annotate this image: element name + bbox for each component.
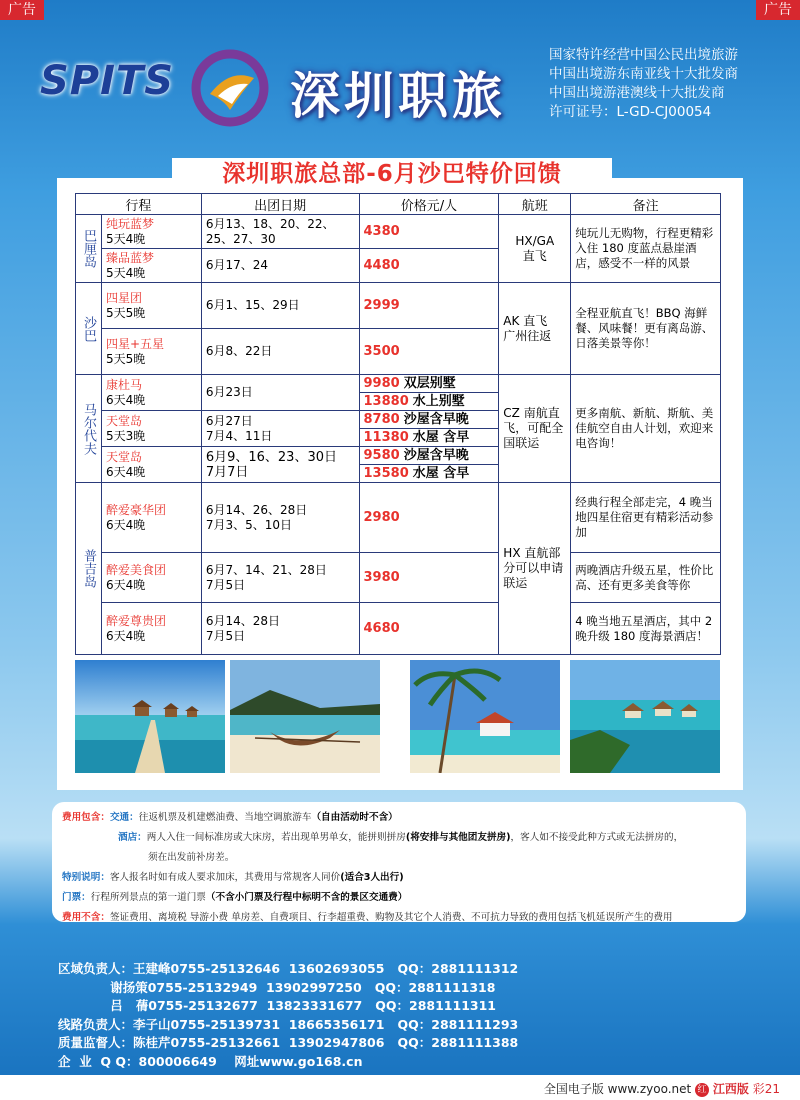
page-title: 深圳职旅总部-6月沙巴特价回馈 xyxy=(172,158,612,190)
price-cell xyxy=(359,329,499,375)
date-line: 6月9、16、23、30日 xyxy=(205,449,337,465)
flight-cell: HX 直航部分可以申请联运 xyxy=(499,483,571,655)
table-row xyxy=(76,603,721,655)
route-name: 四星+五星 xyxy=(105,336,165,351)
date-line: 7月5日 xyxy=(205,628,246,643)
palm-bungalow-photo xyxy=(410,660,560,773)
date-line: 6月7、14、21、28日 xyxy=(205,562,327,577)
special-note: (适合3人出行) xyxy=(340,872,404,883)
fee-label: 费用包含： xyxy=(62,812,110,823)
room-type: 沙屋含早晚 xyxy=(403,448,469,463)
hotel-text: 两人入住一间标准房或大床房，若出现单男单女，能拼则拼房 xyxy=(146,832,406,843)
special-label: 特别说明： xyxy=(62,872,110,883)
route-name: 臻品蓝梦 xyxy=(105,250,154,265)
col-header-route: 行程 xyxy=(76,194,202,215)
traffic-label: 交通： xyxy=(109,812,139,823)
fee-traffic-line xyxy=(62,808,738,828)
ticket-label: 门票： xyxy=(62,892,91,903)
price-value: 9580 xyxy=(363,448,400,463)
hotel-text-end: 须在出发前补房差。 xyxy=(148,852,235,863)
photo-strip xyxy=(75,660,721,775)
credentials xyxy=(549,46,789,122)
table-header-row xyxy=(76,194,721,215)
hotel-note: (将安排与其他团友拼房) xyxy=(405,832,511,843)
fee-hotel-line xyxy=(62,828,738,848)
price-cell xyxy=(359,411,499,447)
ticket-text: 行程所列景点的第一道门票 xyxy=(90,892,206,903)
ticket-note: （不含小门票及行程中标明不含的景区交通费） xyxy=(205,892,408,903)
route-duration: 5天4晚 xyxy=(105,265,146,280)
date-line: 6月14、28日 xyxy=(205,613,280,628)
flight-cell: AK 直飞 广州往返 xyxy=(499,283,571,375)
route-duration: 6天4晚 xyxy=(105,392,146,407)
route-duration: 6天4晚 xyxy=(105,464,146,479)
price-cell xyxy=(359,553,499,603)
route-name: 醉爱尊贵团 xyxy=(105,613,166,628)
date-cell xyxy=(201,483,359,553)
table-row xyxy=(76,375,721,411)
date-cell: 6月1、15、29日 xyxy=(201,283,359,329)
date-cell xyxy=(201,553,359,603)
swirl-logo-icon xyxy=(190,48,270,128)
price-value: 2980 xyxy=(363,510,400,525)
date-cell: 6月17、24 xyxy=(201,249,359,283)
note-cell: 4 晚当地五星酒店，其中 2 晚升级 180 度海景酒店！ xyxy=(571,603,721,655)
price-value: 13880 xyxy=(363,394,409,409)
room-type: 水屋 含早 xyxy=(412,466,470,481)
footer-edition: 江西版 xyxy=(712,1082,749,1096)
route-cell xyxy=(101,411,201,447)
price-value: 11380 xyxy=(363,430,409,445)
flight-cell: CZ 南航直飞，可配全国联运 xyxy=(499,375,571,483)
lagoon-villas-photo xyxy=(570,660,720,773)
price-cell xyxy=(359,603,499,655)
footer-national: 全国电子版 xyxy=(543,1082,604,1096)
note-cell: 经典行程全部走完，4 晚当地四星住宿更有精彩活动参加 xyxy=(571,483,721,553)
col-header-date: 出团日期 xyxy=(201,194,359,215)
fee-hotel-line-2 xyxy=(62,848,738,868)
footer-circle-icon: 红 xyxy=(695,1083,709,1097)
ticket-line xyxy=(62,888,738,908)
price-value: 4380 xyxy=(363,224,400,239)
logo xyxy=(40,48,510,126)
room-type: 水上别墅 xyxy=(412,394,465,409)
price-value: 3980 xyxy=(363,570,400,585)
room-type: 水屋 含早 xyxy=(412,430,470,445)
hotel-text-cont: ，客人如不接受此种方式或无法拼房的， xyxy=(510,832,684,843)
route-name: 纯玩蓝梦 xyxy=(105,216,154,231)
fee-info-box xyxy=(52,802,746,922)
contact-list xyxy=(58,960,518,1071)
route-duration: 6天4晚 xyxy=(105,628,146,643)
route-duration: 6天4晚 xyxy=(105,517,146,532)
price-cell xyxy=(359,375,499,411)
table-row xyxy=(76,283,721,329)
date-line: 7月4、11日 xyxy=(205,428,273,443)
note-cell: 更多南航、新航、斯航、美佳航空自由人计划，欢迎来电咨询！ xyxy=(571,375,721,483)
credential-line: 国家特许经营中国公民出境旅游 xyxy=(549,47,738,63)
date-cell xyxy=(201,411,359,447)
footer-text xyxy=(544,1080,780,1097)
table-row xyxy=(76,483,721,553)
route-name: 天堂岛 xyxy=(105,413,142,428)
route-name: 四星团 xyxy=(105,290,142,305)
col-header-note: 备注 xyxy=(571,194,721,215)
price-value: 4480 xyxy=(363,258,400,273)
route-duration: 6天4晚 xyxy=(105,577,146,592)
price-value: 3500 xyxy=(363,344,400,359)
route-cell xyxy=(101,375,201,411)
date-line: 7月3、5、10日 xyxy=(205,517,292,532)
exclusion-label: 费用不含： xyxy=(62,912,110,923)
route-cell xyxy=(101,249,201,283)
region-cell: 普吉岛 xyxy=(76,483,102,655)
price-value: 8780 xyxy=(363,412,400,427)
contact-row: 谢扬策0755-25132949 13902997250 QQ：2881111318 xyxy=(58,979,496,995)
route-cell xyxy=(101,483,201,553)
exclusion-line xyxy=(62,908,738,928)
ad-badge-right: 广告 xyxy=(756,0,800,20)
route-name: 天堂岛 xyxy=(105,449,142,464)
date-line: 7月5日 xyxy=(205,577,246,592)
page-footer xyxy=(0,1075,800,1100)
region-cell: 沙巴 xyxy=(76,283,102,375)
route-cell xyxy=(101,283,201,329)
price-cell xyxy=(359,447,499,483)
traffic-note: （自由活动时不含） xyxy=(311,812,398,823)
date-cell xyxy=(201,447,359,483)
col-header-price: 价格元/人 xyxy=(359,194,499,215)
date-line: 7月7日 xyxy=(205,464,249,480)
date-cell: 6月8、22日 xyxy=(201,329,359,375)
table-row xyxy=(76,215,721,249)
price-cell xyxy=(359,483,499,553)
traffic-text: 往返机票及机建燃油费、当地空调旅游车 xyxy=(138,812,312,823)
date-cell xyxy=(201,603,359,655)
date-line: 6月14、26、28日 xyxy=(205,502,308,517)
contact-row: 质量监督人：陈桂芹0755-25132661 13902947806 QQ：2881111388 xyxy=(58,1035,519,1050)
route-cell xyxy=(101,603,201,655)
route-name: 醉爱豪华团 xyxy=(105,502,166,517)
special-text: 客人报名时如有成人要求加床，其费用与常规客人同价 xyxy=(109,872,341,883)
price-cell xyxy=(359,249,499,283)
flight-cell: HX/GA 直飞 xyxy=(499,215,571,283)
credential-line: 中国出境游港澳线十大批发商 xyxy=(549,85,725,101)
table-row xyxy=(76,553,721,603)
price-value: 2999 xyxy=(363,298,400,313)
contact-row: 区域负责人：王建峰0755-25132646 13602693055 QQ：2881111312 xyxy=(58,961,519,976)
route-name: 康杜马 xyxy=(105,377,142,392)
overwater-jetty-photo xyxy=(75,660,225,773)
date-cell: 6月23日 xyxy=(201,375,359,411)
route-cell xyxy=(101,553,201,603)
price-cell xyxy=(359,215,499,249)
brand-en: SPITS xyxy=(40,58,175,104)
special-line xyxy=(62,868,738,888)
boat-beach-photo xyxy=(230,660,380,773)
price-value: 13580 xyxy=(363,466,409,481)
contact-row: 企 业 Q Q：800006649 网址www.go168.cn xyxy=(58,1053,363,1069)
note-cell: 纯玩儿无购物，行程更精彩 入住 180 度蓝点悬崖酒店，感受不一样的风景 xyxy=(571,215,721,283)
tour-table xyxy=(75,193,721,655)
price-value: 4680 xyxy=(363,621,400,636)
region-cell: 巴厘岛 xyxy=(76,215,102,283)
price-value: 9980 xyxy=(363,376,400,391)
route-duration: 5天5晚 xyxy=(105,305,146,320)
note-cell: 两晚酒店升级五星，性价比高、还有更多美食等你 xyxy=(571,553,721,603)
ad-badge-left: 广告 xyxy=(0,0,44,20)
route-duration: 5天5晚 xyxy=(105,351,146,366)
license-number: 许可证号：L-GD-CJ00054 xyxy=(549,104,712,120)
route-cell xyxy=(101,329,201,375)
footer-site: www.zyoo.net xyxy=(607,1082,692,1096)
route-name: 醉爱美食团 xyxy=(105,562,166,577)
date-line: 6月27日 xyxy=(205,413,253,428)
contact-row: 线路负责人：李子山0755-25139731 18665356171 QQ：2881111293 xyxy=(58,1016,519,1032)
col-header-flight: 航班 xyxy=(499,194,571,215)
room-type: 双层别墅 xyxy=(403,376,456,391)
date-cell: 6月13、18、20、22、25、27、30 xyxy=(201,215,359,249)
price-cell xyxy=(359,283,499,329)
route-cell xyxy=(101,215,201,249)
contact-row: 吕 蒨0755-25132677 13823331677 QQ：2881111311 xyxy=(58,998,496,1013)
brand-cn: 深圳职旅 xyxy=(290,67,506,125)
credential-line: 中国出境游东南亚线十大批发商 xyxy=(549,66,738,82)
route-duration: 5天3晚 xyxy=(105,428,146,443)
region-cell: 马尔代夫 xyxy=(76,375,102,483)
room-type: 沙屋含早晚 xyxy=(403,412,469,427)
exclusion-text: 签证费用、离境税 导游小费 单房差、自费项目、行李超重费、购物及其它个人消费、不可抗力导致的费用包括飞机延误所产生的费用 xyxy=(109,912,673,923)
hotel-label: 酒店： xyxy=(118,832,147,843)
route-duration: 5天4晚 xyxy=(105,231,146,246)
footer-page: 彩21 xyxy=(752,1082,780,1096)
note-cell: 全程亚航直飞！BBQ 海鲜餐、风味餐！更有离岛游、日落美景等你！ xyxy=(571,283,721,375)
route-cell xyxy=(101,447,201,483)
